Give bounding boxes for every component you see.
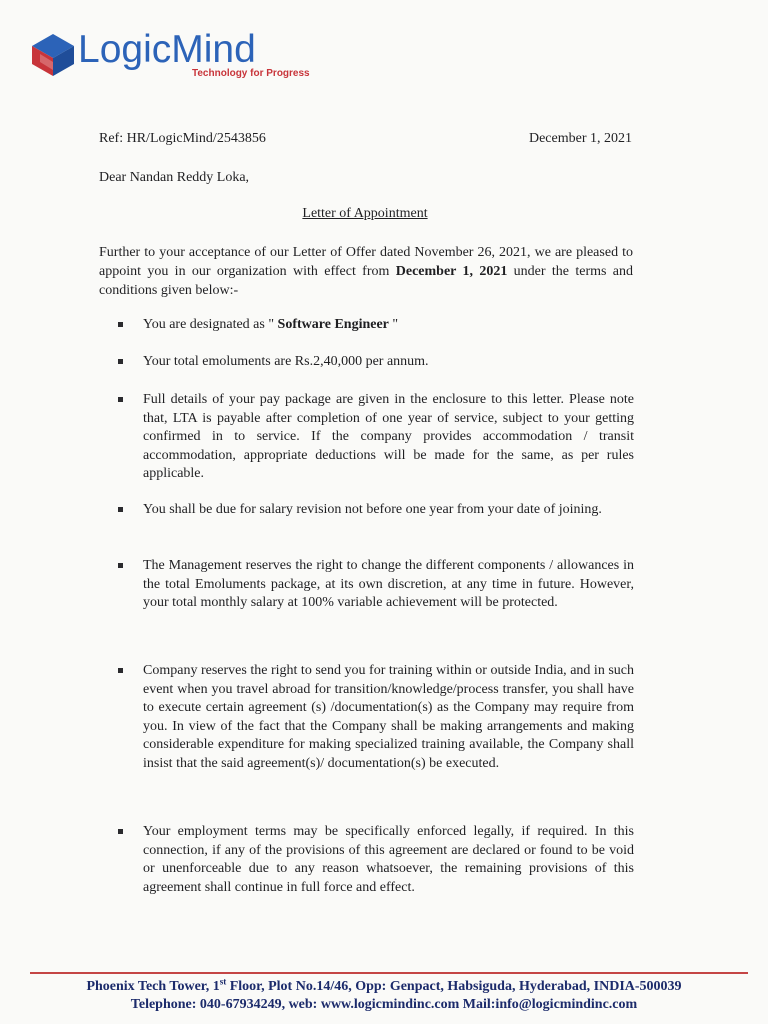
address-superscript: st — [219, 976, 227, 987]
intro-paragraph — [99, 243, 633, 300]
logo-cube-icon — [30, 32, 76, 78]
training-text: Company reserves the right to send you for training within or outside India, and in such event when you travel abroad for transition/knowledge/process transfer, you shall have to execute certain agreement (s) /documentation(s) as the Company may require from you. In view of the fact that the Company shall be making arrangements and making considerable expenditure for making specialized training available, the Company shall insist that the said agreement(s)/ documentation(s) be executed. — [143, 663, 634, 771]
footer-divider — [30, 972, 748, 974]
designation-prefix: You are designated as " — [143, 317, 278, 332]
salary-revision-text: You shall be due for salary revision not before one year from your date of joining. — [143, 502, 602, 517]
emoluments-text: Your total emoluments are Rs.2,40,000 per annum. — [143, 354, 429, 369]
enforcement-text: Your employment terms may be specifically enforced legally, if required. In this connection, if any of the provisions of this agreement are declared or found to be void or unenforceable due to any reason whatsoever, the remaining provisions of this agreement shall continue in full force and effect. — [143, 824, 634, 895]
reference-number: Ref: HR/LogicMind/2543856 — [99, 131, 266, 146]
designation-title: Software Engineer — [277, 317, 389, 332]
salutation: Dear Nandan Reddy Loka, — [99, 170, 250, 185]
bullet-icon — [118, 359, 123, 364]
pay-package-text: Full details of your pay package are given in the enclosure to this letter. Please note that, LTA is payable after completion of one year of service, subject to your getting confirmed in to service. If the company provides accommodation / transit accommodation, appropriate deductions will be made for the same, as per rules applicable. — [143, 392, 634, 481]
list-item — [118, 557, 634, 613]
address-start: Phoenix Tech Tower, 1 — [86, 979, 220, 994]
designation-text — [143, 316, 634, 335]
company-name: LogicMind — [78, 28, 256, 71]
letter-date: December 1, 2021 — [528, 131, 632, 146]
list-item — [118, 662, 634, 773]
bullet-icon — [118, 668, 123, 673]
bullet-icon — [118, 397, 123, 402]
address-end: Floor, Plot No.14/46, Opp: Genpact, Habsiguda, Hyderabad, INDIA-500039 — [226, 979, 682, 994]
designation-suffix: " — [388, 317, 399, 332]
bullet-icon — [118, 563, 123, 568]
company-logo — [30, 28, 310, 82]
company-tagline: Technology for Progress — [192, 68, 310, 79]
intro-text: Further to your acceptance of our Letter of Offer dated November 26, 2021, we are pleased to appoint you in our organization with effect from — [99, 245, 633, 279]
letter-subject: Letter of Appointment — [302, 206, 428, 221]
bullet-icon — [118, 507, 123, 512]
bullet-icon — [118, 322, 123, 327]
footer-contact: Telephone: 040-67934249, web: www.logicmindinc.com Mail:info@logicmindinc.com — [130, 997, 638, 1012]
list-item — [118, 391, 634, 484]
effective-date: December 1, 2021 — [395, 264, 508, 279]
list-item — [118, 823, 634, 897]
bullet-icon — [118, 829, 123, 834]
footer-address — [0, 976, 768, 995]
list-item — [118, 501, 634, 520]
intro-text-end: under the terms and conditions given below:- — [99, 264, 634, 298]
list-item — [118, 316, 634, 335]
list-item — [118, 353, 634, 372]
management-rights-text: The Management reserves the right to change the different components / allowances in the total Emoluments package, at its own discretion, at any time in future. However, your total monthly salary at 100% variable achievement will be protected. — [143, 558, 634, 610]
